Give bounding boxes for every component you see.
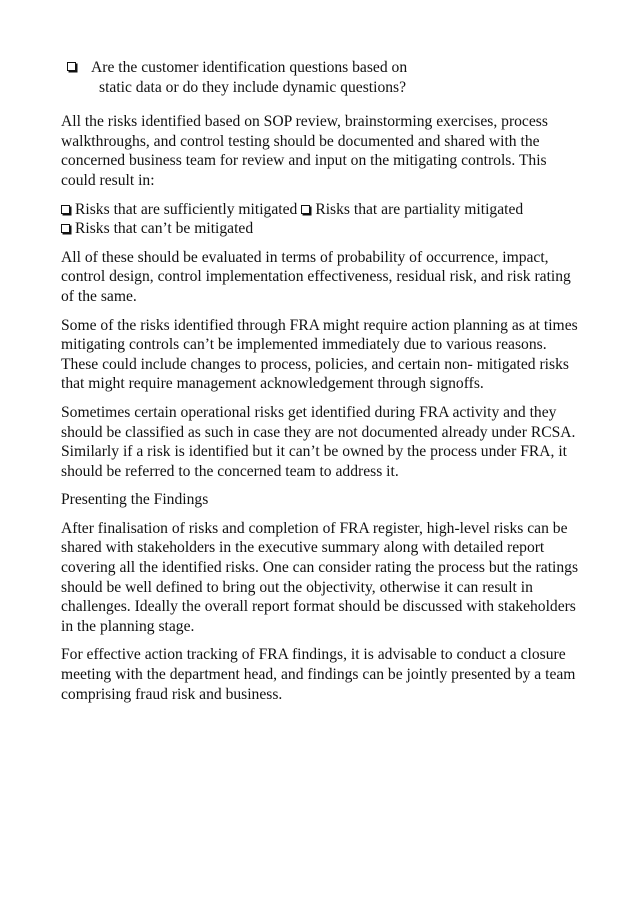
risk-categories — [61, 200, 581, 239]
risk-line-2 — [61, 220, 253, 237]
risk-item: Risks that are sufficiently mitigated — [75, 200, 298, 218]
paragraph-action-tracking: For effective action tracking of FRA findings, it is advisable to conduct a closure meeting with the department head, and findings can be jointly presented by a team comprising fraud risk and business. — [61, 646, 576, 703]
document-page — [61, 58, 581, 713]
risk-line-1 — [61, 201, 523, 218]
bullet-line-1: Are the customer identification questions based on — [91, 59, 408, 76]
bullet-line-2: static data or do they include dynamic questions? — [99, 78, 407, 96]
section-heading: Presenting the Findings — [61, 491, 209, 509]
risk-item: Risks that are partiality mitigated — [315, 200, 524, 218]
checkbox-icon — [61, 224, 70, 233]
checkbox-icon — [67, 62, 76, 71]
paragraph-operational-risks: Sometimes certain operational risks get identified during FRA activity and they should be classified as such in case they are not documented already under RCSA. Similarly if a risk is identified but it can’t be owned by the process under FRA, it should be referred to the concerned team to address it. — [61, 403, 576, 480]
paragraph-action-planning: Some of the risks identified through FRA might require action planning as at times mitigating controls can’t be implemented immediately due to various reasons. These could include changes to process, policies, and certain non- mitigated risks that might require management acknowledgement through signoffs. — [61, 316, 578, 393]
paragraph-evaluation: All of these should be evaluated in terms of probability of occurrence, impact, control design, control implementation effectiveness, residual risk, and risk rating of the same. — [61, 248, 571, 305]
risk-item: Risks that can’t be mitigated — [75, 220, 254, 238]
checkbox-icon — [301, 205, 310, 214]
checkbox-icon — [61, 205, 70, 214]
bullet-item — [67, 58, 581, 97]
paragraph-findings-report: After finalisation of risks and completion of FRA register, high-level risks can be shared with stakeholders in the executive summary along with detailed report covering all the identified risks. One can consider rating the process but the ratings should be well defined to bring out the objectivity, otherwise it can result in challenges. Ideally the overall report format should be discussed with stakeholders in the planning stage. — [61, 519, 579, 635]
paragraph-risks-identified: All the risks identified based on SOP review, brainstorming exercises, process walkthroughs, and control testing should be documented and shared with the concerned business team for review and input on the mitigating controls. This could result in: — [61, 113, 548, 189]
